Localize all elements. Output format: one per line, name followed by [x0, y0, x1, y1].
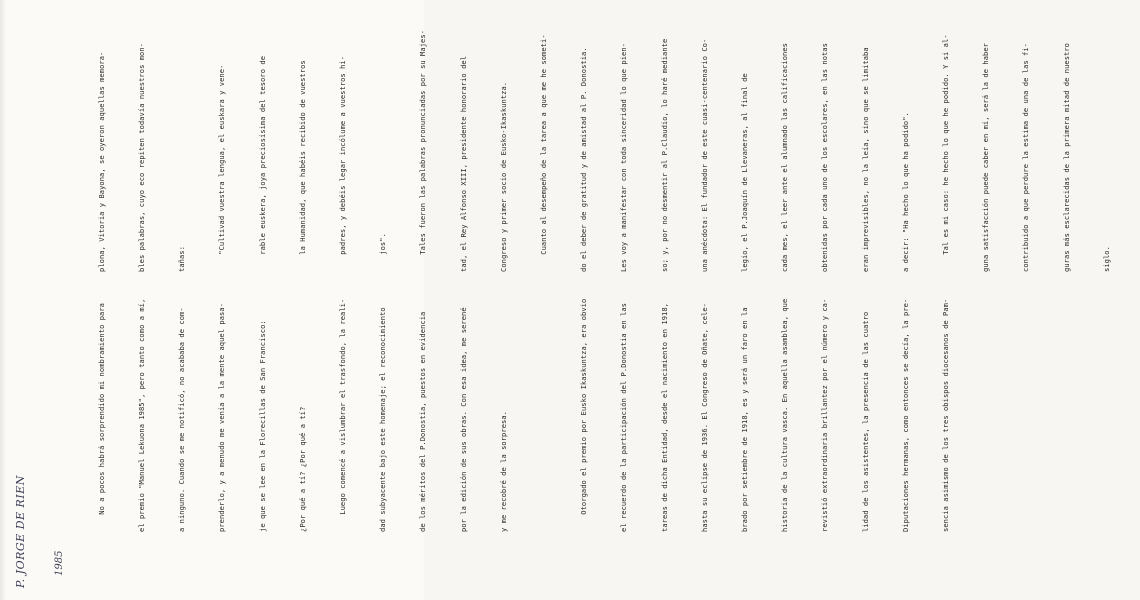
text-line: una anécdota: El fundador de este cuasi-centenario Co-: [699, 38, 709, 272]
text-line: siglo.: [1101, 246, 1111, 272]
text-line: lidad de los asistentes, la presencia de las cuatro: [860, 311, 870, 532]
text-line: Congreso y primer socio de Eusko-Ikaskuntza.: [498, 81, 508, 272]
left-text-column: [68, 274, 979, 532]
text-line: dad subyacente bajo este homenaje; el reconocimiento: [378, 307, 388, 532]
right-text-column: [68, 14, 1140, 272]
text-line: y me recobré de la sorpresa.: [498, 411, 508, 532]
text-line: por la edición de sus obras. Con esa idea, me serené: [458, 307, 468, 532]
text-line: el premio "Manuel Lekuona 1985", pero tanto como a mí,: [137, 298, 147, 532]
text-line: ¿Por qué a tí? ¿Por qué a tí?: [297, 406, 307, 532]
text-line: so; y, por no desmentir al P.Claudio, lo haré mediante: [659, 38, 669, 272]
text-line: historia de la cultura vasca. En aquella asamblea, que: [780, 298, 790, 532]
text-line: a ninguno. Cuando se me notificó, no acababa de com-: [177, 307, 187, 532]
text-line: hasta su eclipse de 1936. El Congreso de Oñate, cele-: [699, 302, 709, 532]
handwritten-year: 1985: [54, 550, 65, 576]
text-line: obtenidas por cada uno de los escolares, en las notas: [820, 42, 830, 272]
text-line: Les voy a manifestar con toda sinceridad lo que pien-: [619, 42, 629, 272]
rotated-text-area: [10, 10, 1111, 590]
text-line: contribuido a que perdure la estima de una de las fi-: [1021, 42, 1031, 272]
text-line: plona, Vitoria y Bayona, se oyeron aquellas memora-: [96, 51, 106, 272]
text-line: Diputaciones hermanas, como entonces se decía, la pre-: [900, 298, 910, 532]
text-line: eran imprevisibles, no la leía, sino que se limitaba: [860, 47, 870, 272]
text-line: Tal es mi caso: he hecho lo que he podido. Y si al-: [941, 34, 951, 272]
text-line: je que se lee en la Florecillas de San Francisco:: [257, 320, 267, 532]
text-line: legio, el P.Joaquín de Llevaneras, al final de: [740, 73, 750, 272]
text-line: tad, el Rey Alfonso XIII, presidente honorario del: [458, 55, 468, 272]
text-line: de los méritos del P.Donostia, puestos en evidencia: [418, 311, 428, 532]
text-line: cada mes, el leer ante el alumnado las calificaciones: [780, 42, 790, 272]
text-line: Tales fueron las palabras pronunciadas por su Majes-: [418, 30, 428, 272]
text-line: guna satisfacción puede caber en mí, será la de haber: [981, 42, 991, 272]
text-line: Cuanto al desempeño de la tarea a que me he someti-: [539, 34, 549, 272]
text-line: a decir: "Ha hecho lo que ha podido".: [900, 112, 910, 272]
text-line: guras más esclarecidas de la primera mitad de nuestro: [1061, 42, 1071, 272]
text-line: prenderlo, y a menudo me venía a la mente aquel pasa-: [217, 302, 227, 532]
text-line: rable euskera, joya preciosísima del tesoro de: [257, 55, 267, 272]
text-line: do el deber de gratitud y de amistad al P. Donostia.: [579, 47, 589, 272]
text-line: jos".: [378, 233, 388, 272]
text-line: el recuerdo de la participación del P.Donostia en las: [619, 302, 629, 532]
text-line: No a pocos habrá sorprendido mi nombramiento para: [96, 302, 106, 532]
text-line: revistió extraordinaria brillantez por el número y ca-: [820, 298, 830, 532]
text-line: padres, y debéis legar incólume a vuestros hi-: [338, 55, 348, 272]
text-line: la Humanidad, que habéis recibido de vuestros: [297, 60, 307, 272]
text-line: [537, 274, 550, 532]
page-edge-shadow: [0, 0, 6, 600]
text-line: sencia asimismo de los tres obispos diocesanos de Pam-: [941, 298, 951, 532]
handwritten-name: P. JORGE DE RIEN: [14, 475, 27, 588]
text-line: bles palabras, cuyo eco repiten todavía nuestros mon-: [137, 42, 147, 272]
text-line: tañas:: [177, 246, 187, 272]
text-line: "Cultivad vuestra lengua, el euskara y vene-: [217, 64, 227, 272]
text-line: Otorgado el premio por Eusko Ikaskuntza, era obvio: [579, 298, 589, 532]
text-line: tareas de dicha Entidad, desde el nacimiento en 1918,: [659, 302, 669, 532]
text-line: Luego comencé a vislumbrar el trasfondo, la reali-: [338, 298, 348, 532]
text-line: brado por setiembre de 1918, es y será un faro en la: [740, 307, 750, 532]
